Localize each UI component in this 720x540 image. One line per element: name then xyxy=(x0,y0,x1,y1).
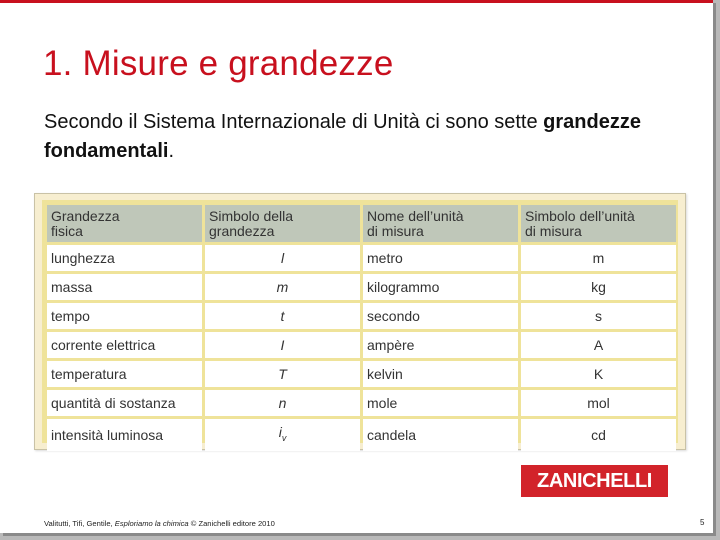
header-unit-name: Nome dell’unità di misura xyxy=(363,205,518,242)
cell-symbol: m xyxy=(205,274,360,300)
cell-unit-name: candela xyxy=(363,419,518,451)
intro-paragraph xyxy=(44,108,684,166)
cell-unit-symbol: K xyxy=(521,361,676,387)
cell-symbol: l xyxy=(205,245,360,271)
cell-unit-name: kelvin xyxy=(363,361,518,387)
symbol-main: i xyxy=(278,424,282,440)
cell-unit-symbol: kg xyxy=(521,274,676,300)
cell-quantity: lunghezza xyxy=(47,245,202,271)
cell-unit-symbol: A xyxy=(521,332,676,358)
footer-authors: Valitutti, Tifi, Gentile, xyxy=(44,519,115,528)
table-row xyxy=(47,390,676,416)
header-symbol: Simbolo della grandezza xyxy=(205,205,360,242)
cell-quantity: massa xyxy=(47,274,202,300)
cell-unit-name: mole xyxy=(363,390,518,416)
slide-title: 1. Misure e grandezze xyxy=(43,44,394,83)
footer-copyright: © Zanichelli editore 2010 xyxy=(188,519,275,528)
cell-unit-name: secondo xyxy=(363,303,518,329)
table-row xyxy=(47,303,676,329)
table-header-row xyxy=(47,205,676,242)
header-unit-symbol: Simbolo dell’unità di misura xyxy=(521,205,676,242)
table-row xyxy=(47,274,676,300)
cell-quantity: quantità di sostanza xyxy=(47,390,202,416)
intro-end: . xyxy=(168,140,175,162)
intro-bold-term: grandezze fondamentali xyxy=(44,111,641,162)
cell-symbol: t xyxy=(205,303,360,329)
cell-quantity: tempo xyxy=(47,303,202,329)
cell-quantity: corrente elettrica xyxy=(47,332,202,358)
footer-book-title: Esploriamo la chimica xyxy=(114,519,189,528)
si-units-table xyxy=(44,202,679,454)
table-frame xyxy=(34,193,686,450)
table-inner-frame xyxy=(42,200,678,443)
header-quantity: Grandezza fisica xyxy=(47,205,202,242)
cell-unit-name: metro xyxy=(363,245,518,271)
cell-quantity: intensità luminosa xyxy=(47,419,202,451)
table-row xyxy=(47,332,676,358)
cell-unit-symbol: cd xyxy=(521,419,676,451)
footer-credits xyxy=(44,519,275,528)
cell-symbol: n xyxy=(205,390,360,416)
cell-unit-symbol: mol xyxy=(521,390,676,416)
cell-unit-name: ampère xyxy=(363,332,518,358)
cell-unit-symbol: m xyxy=(521,245,676,271)
symbol-subscript: v xyxy=(281,432,287,443)
intro-text: Secondo il Sistema Internazionale di Unità ci sono sette xyxy=(44,111,544,133)
cell-symbol: I xyxy=(205,332,360,358)
cell-symbol: T xyxy=(205,361,360,387)
cell-symbol xyxy=(205,419,360,451)
table-row xyxy=(47,419,676,451)
cell-quantity: temperatura xyxy=(47,361,202,387)
top-accent-line xyxy=(0,0,713,3)
cell-unit-name: kilogrammo xyxy=(363,274,518,300)
page-number: 5 xyxy=(700,518,705,527)
table-row xyxy=(47,361,676,387)
zanichelli-logo: ZANICHELLI xyxy=(521,465,668,497)
table-row xyxy=(47,245,676,271)
cell-unit-symbol: s xyxy=(521,303,676,329)
